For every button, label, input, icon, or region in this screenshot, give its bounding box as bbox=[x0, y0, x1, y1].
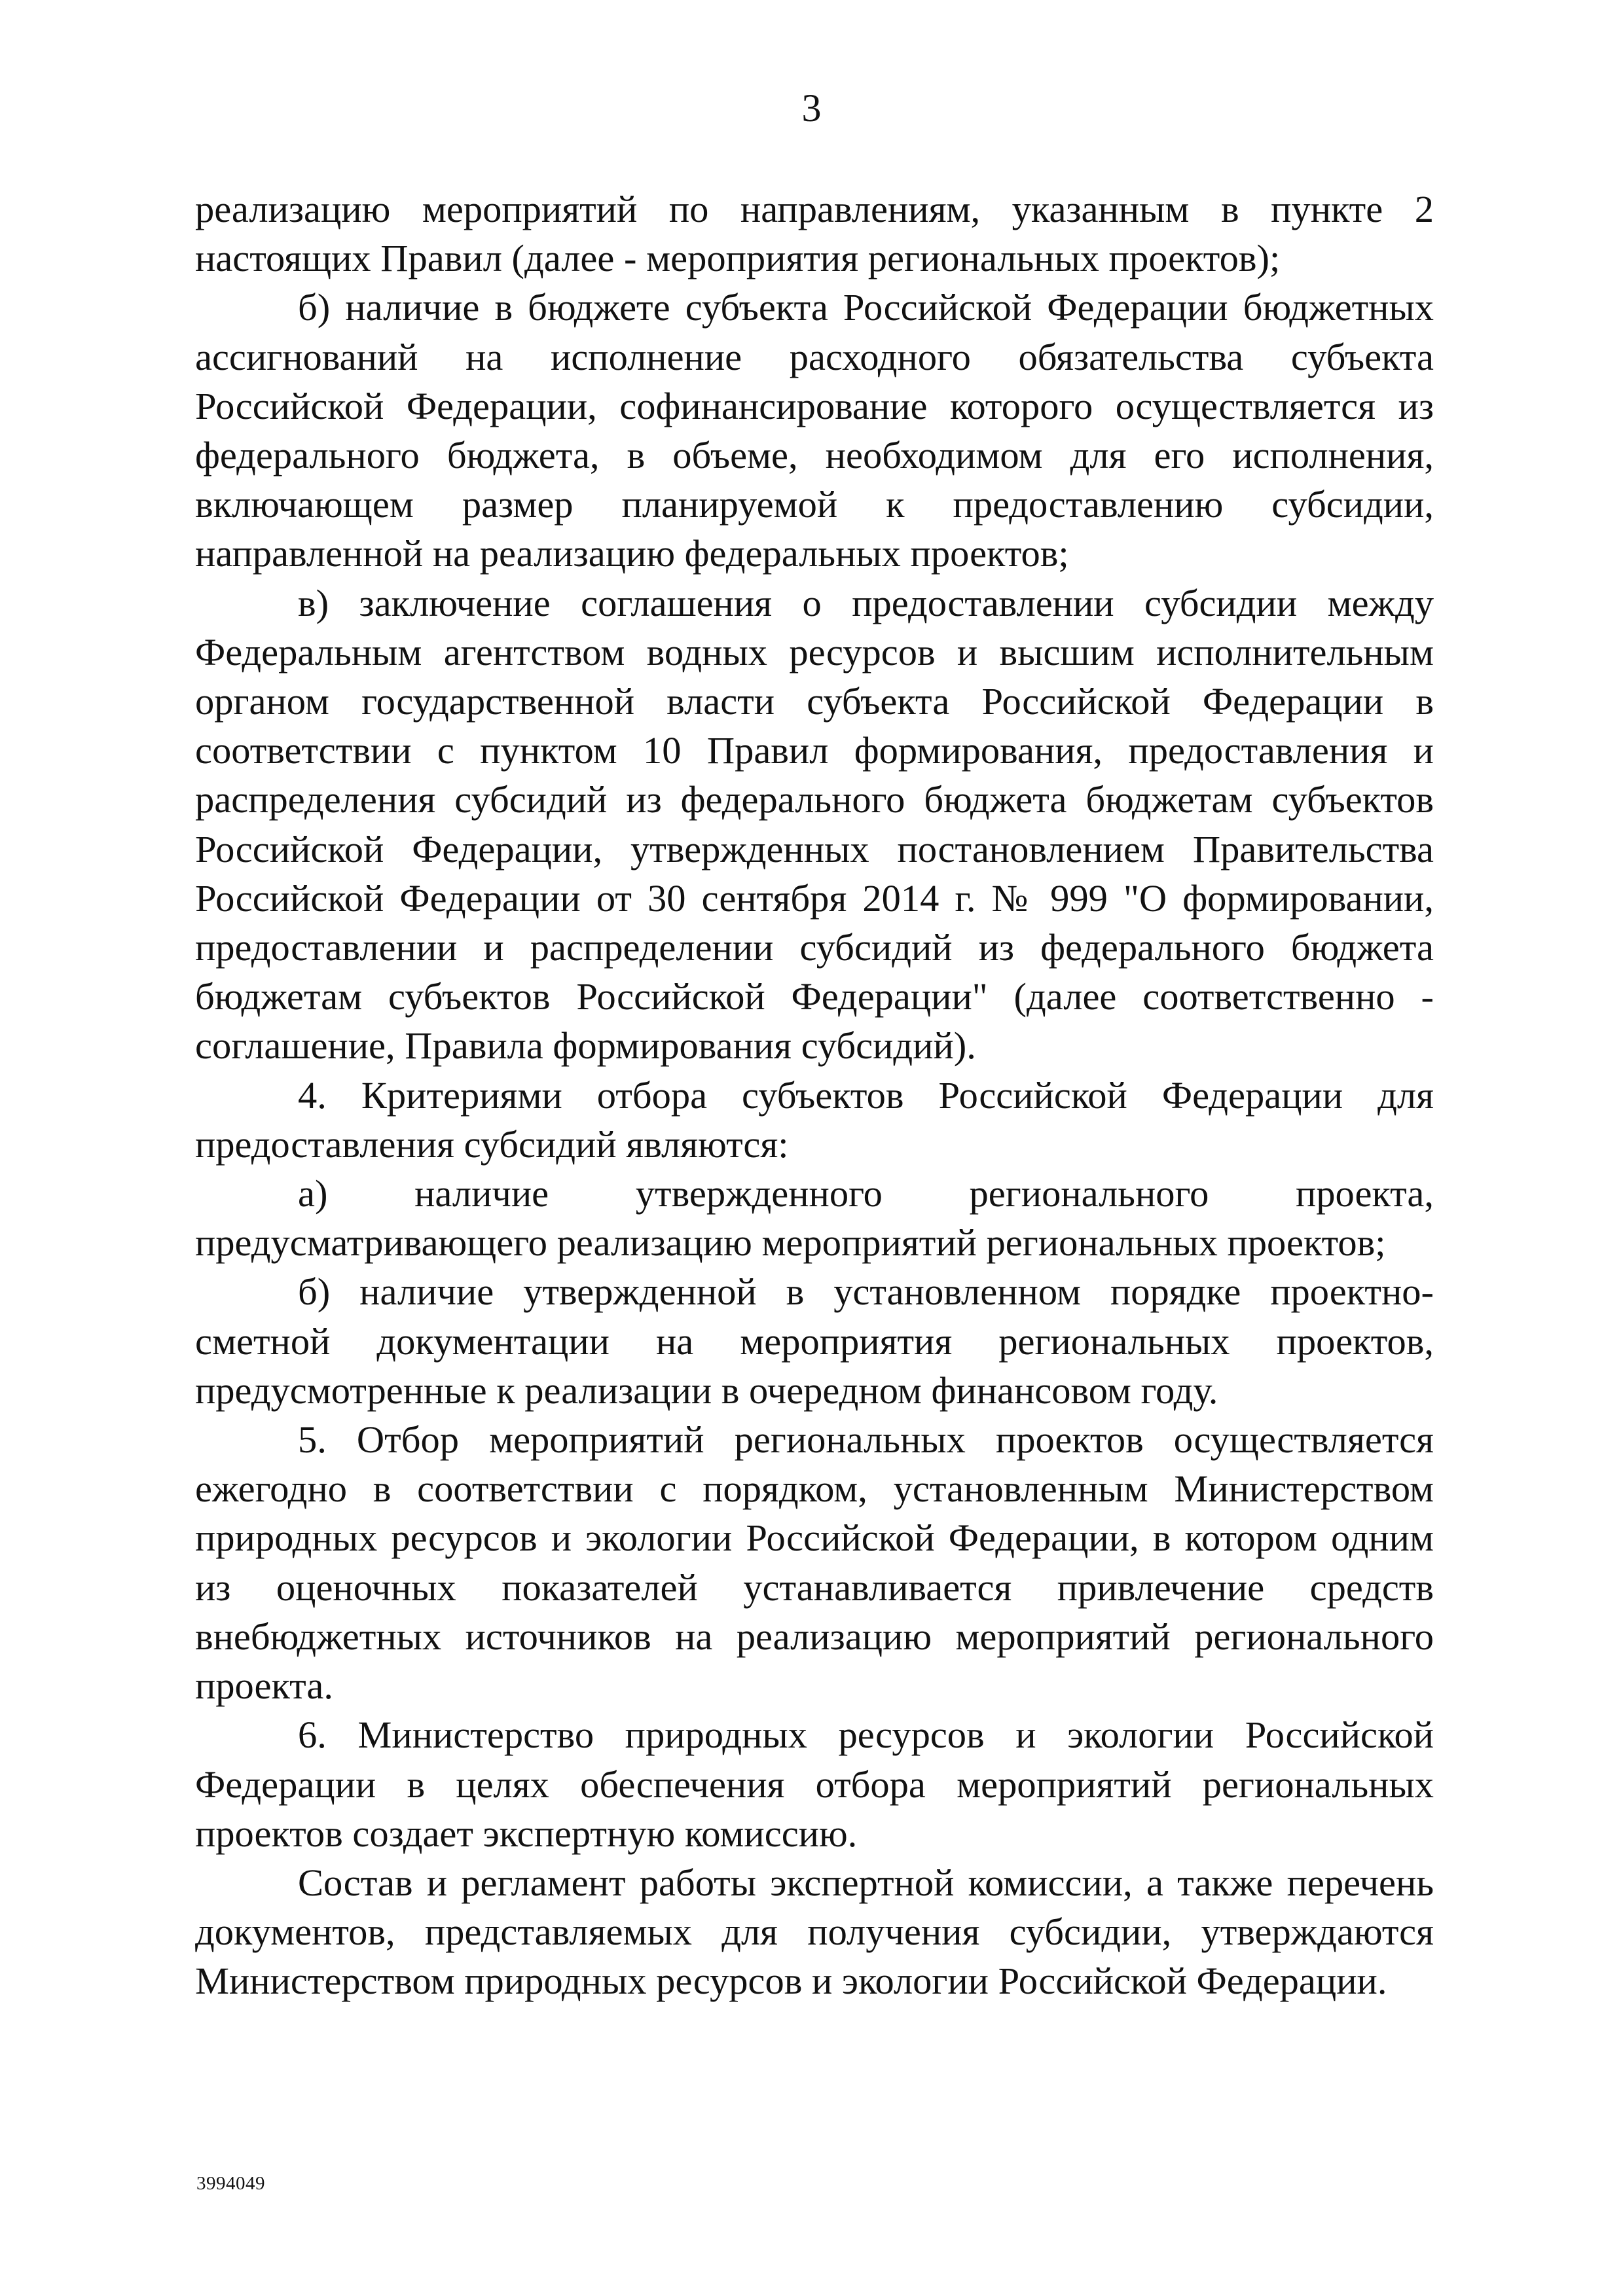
paragraph-item-a: а) наличие утвержденного регионального проекта, bbox=[298, 1172, 1434, 1215]
paragraph-clause-6: 6. Министерство природных ресурсов и экологии Российской Федерации в целях обеспечения отбора мероприятий региональных проектов создает экспертную комиссию. bbox=[195, 1713, 1434, 1855]
document-body bbox=[195, 185, 1434, 2006]
paragraph-item-b-2: б) наличие утвержденной в установленном порядке проектно-сметной документации на мероприятия региональных проектов, предусмотренные к реализации в очередном финансовом году. bbox=[195, 1270, 1434, 1412]
paragraph-clause-4: 4. Критериями отбора субъектов Российской Федерации для предоставления субсидий являются: bbox=[195, 1073, 1434, 1166]
paragraph-item-a-continuation: предусматривающего реализацию мероприятий региональных проектов; bbox=[195, 1221, 1386, 1265]
paragraph-item-v: в) заключение соглашения о предоставлении субсидии между Федеральным агентством водных ресурсов и высшим исполнительным органом государственной власти субъекта Российской Федерации в соответствии с пунктом 10 Правил формирования, предоставления и распределения субсидий из федерального бюджета бюджетам субъектов Российской Федерации, утвержденных постановлением Правительства Российской Федерации от 30 сентября 2014 г. № 999 "О формировании, предоставлении и распределении субсидий из федерального бюджета бюджетам субъектов Российской Федерации" (далее соответственно - соглашение, Правила формирования субсидий). bbox=[195, 581, 1434, 1067]
document-code: 3994049 bbox=[196, 2173, 265, 2194]
paragraph-commission-composition: Состав и регламент работы экспертной комиссии, а также перечень документов, представляемых для получения субсидии, утверждаются Министерством природных ресурсов и экологии Российской Федерации. bbox=[195, 1861, 1434, 2003]
paragraph-clause-5: 5. Отбор мероприятий региональных проектов осуществляется ежегодно в соответствии с порядком, установленным Министерством природных ресурсов и экологии Российской Федерации, в котором одним из оценочных показателей устанавливается привлечение средств внебюджетных источников на реализацию мероприятий регионального проекта. bbox=[195, 1418, 1434, 1708]
paragraph-continuation: реализацию мероприятий по направлениям, указанным в пункте 2 настоящих Правил (далее - мероприятия региональных проектов); bbox=[195, 188, 1434, 280]
page-number: 3 bbox=[801, 86, 822, 130]
paragraph-item-b: б) наличие в бюджете субъекта Российской Федерации бюджетных ассигнований на исполнение расходного обязательства субъекта Российской Федерации, софинансирование которого осуществляется из федерального бюджета, в объеме, необходимом для его исполнения, включающем размер планируемой к предоставлению субсидии, направленной на реализацию федеральных проектов; bbox=[195, 286, 1434, 575]
